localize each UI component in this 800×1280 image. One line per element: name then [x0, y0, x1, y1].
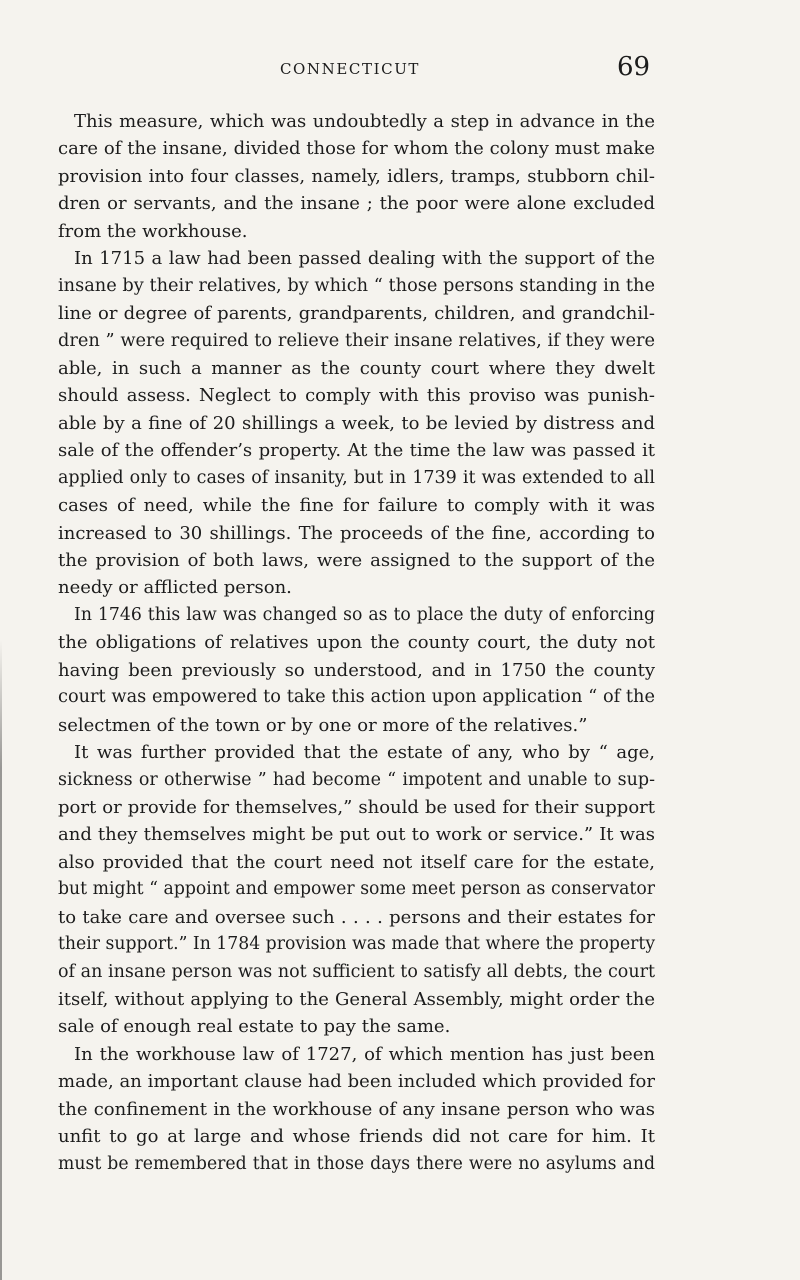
- text-line: having been previously so understood, and in 1750 the county: [58, 659, 655, 681]
- text-line: able, in such a manner as the county court where they dwelt: [58, 357, 655, 379]
- text-line: provision into four classes, namely, idlers, tramps, stubborn chil-: [58, 165, 655, 187]
- text-line: and they themselves might be put out to work or service.” It was: [58, 824, 655, 846]
- text-line: should assess. Neglect to comply with this proviso was punish-: [58, 385, 655, 407]
- text-line: the confinement in the workhouse of any insane person who was: [58, 1098, 655, 1120]
- text-line: must be remembered that in those days there were no asylums and: [58, 1153, 655, 1174]
- text-line: their support.” In 1784 provision was made that where the property: [58, 934, 656, 955]
- text-line: sale of enough real estate to pay the same.: [58, 1016, 451, 1038]
- text-line: unfit to go at large and whose friends did not care for him. It: [58, 1126, 655, 1148]
- text-line: the provision of both laws, were assigned to the support of the: [58, 550, 655, 571]
- text-line: dren ” were required to relieve their insane relatives, if they were: [58, 330, 655, 351]
- text-line: In the workhouse law of 1727, of which mention has just been: [74, 1043, 655, 1065]
- text-line: This measure, which was undoubtedly a step in advance in the: [74, 111, 655, 132]
- text-line: itself, without applying to the General Assembly, might order the: [58, 989, 655, 1010]
- text-line: sale of the offender’s property. At the time the law was passed it: [58, 440, 655, 462]
- text-line: dren or servants, and the insane ; the poor were alone excluded: [58, 193, 655, 215]
- text-line: from the workhouse.: [58, 220, 248, 242]
- text-line: also provided that the court need not itself care for the estate,: [58, 851, 655, 873]
- text-line: In 1746 this law was changed so as to place the duty of enforcing: [74, 604, 655, 625]
- running-header: CONNECTICUT: [279, 60, 421, 78]
- text-line: of an insane person was not sufficient to satisfy all debts, the court: [58, 961, 655, 982]
- text-line: needy or afflicted person.: [58, 577, 292, 599]
- text-line: line or degree of parents, grandparents, children, and grandchil-: [58, 303, 655, 325]
- text-line: port or provide for themselves,” should be used for their support: [58, 796, 655, 818]
- page-number: 69: [617, 52, 651, 82]
- text-line: cases of need, while the fine for failure to comply with it was: [58, 495, 655, 517]
- body-text: [58, 108, 655, 1178]
- text-line: made, an important clause had been included which provided for: [58, 1071, 655, 1093]
- text-line: increased to 30 shillings. The proceeds of the fine, according to: [58, 522, 655, 544]
- text-line: to take care and oversee such . . . . persons and their estates for: [58, 906, 655, 928]
- text-line: It was further provided that the estate of any, who by “ age,: [74, 742, 655, 764]
- text-line: care of the insane, divided those for whom the colony must make: [58, 138, 655, 160]
- text-line: but might “ appoint and empower some meet person as conservator: [58, 879, 655, 900]
- text-line: able by a fine of 20 shillings a week, to be levied by distress and: [58, 412, 655, 434]
- text-line: selectmen of the town or by one or more of the relatives.”: [58, 714, 588, 736]
- text-line: In 1715 a law had been passed dealing with the support of the: [74, 248, 655, 270]
- text-line: insane by their relatives, by which “ those persons standing in the: [58, 275, 655, 296]
- page-edge-shadow: [0, 640, 2, 1280]
- text-line: the obligations of relatives upon the county court, the duty not: [58, 632, 655, 654]
- text-line: applied only to cases of insanity, but in 1739 it was extended to all: [58, 467, 655, 488]
- text-line: court was empowered to take this action upon application “ of the: [58, 687, 655, 708]
- text-line: sickness or otherwise ” had become “ impotent and unable to sup-: [58, 769, 655, 790]
